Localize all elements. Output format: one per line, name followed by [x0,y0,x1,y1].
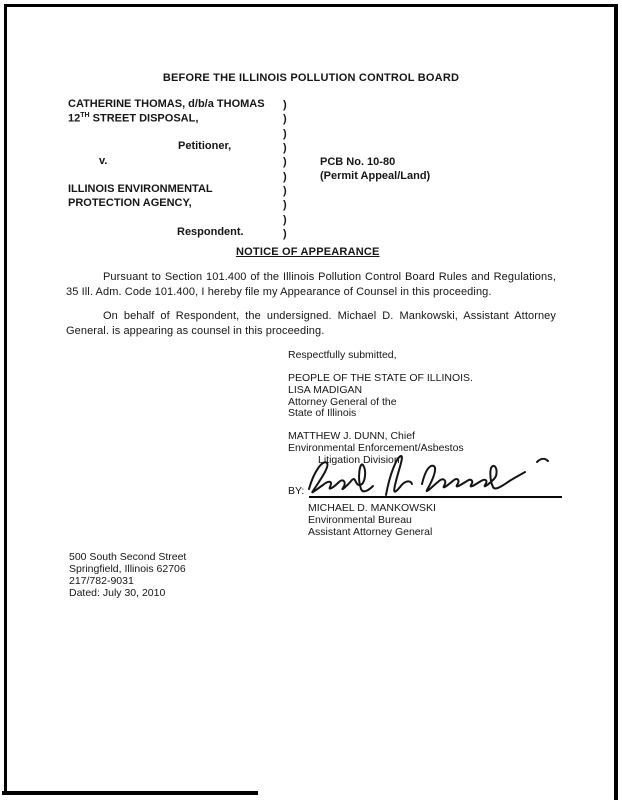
court-title: BEFORE THE ILLINOIS POLLUTION CONTROL BOARD [162,72,460,84]
respectfully-submitted-line: Respectfully submitted, [288,349,397,361]
handwritten-signature [304,453,562,497]
caption-paren: ) [283,127,287,140]
address-block [69,552,186,600]
caption-paren: ) [283,170,287,183]
case-number-block [320,155,430,184]
case-type: (Permit Appeal/Land) [320,170,431,183]
petitioner-name-line2 [68,112,198,125]
caption-paren: ) [283,99,287,111]
case-number: PCB No. 10-80 [320,156,396,168]
caption-parenthesis-column [283,98,287,241]
state-of-illinois-line: State of Illinois [288,407,357,420]
page-border-left [4,4,7,795]
petitioner-name-superscript: TH [80,112,90,119]
petitioner-name-line1: CATHERINE THOMAS, d/b/a THOMAS [68,98,265,110]
caption-paren: ) [283,213,287,226]
caption-paren: ) [283,185,287,198]
address-city-line: Springfield, Illinois 62706 [69,562,186,575]
petitioner-label: Petitioner, [178,140,232,152]
signer-title-line: Assistant Attorney General [308,525,433,538]
caption-paren: ) [283,228,287,241]
people-of-illinois-line: PEOPLE OF THE STATE OF ILLINOIS. [288,372,473,384]
caption-paren: ) [283,142,287,155]
enforcement-division-line: Environmental Enforcement/Asbestos [288,441,464,454]
signature-line [309,496,562,498]
caption-paren: ) [283,113,287,126]
petitioner-name-number: 12 [68,112,81,125]
respondent-label: Respondent. [177,226,244,238]
attorney-general-line: Attorney General of the [288,395,397,408]
attorney-general-block [288,373,473,420]
body-paragraph-2: On behalf of Respondent, the undersigned. Michael D. Mankowski, Assistant Attorney General. is appearing as counsel in this proceeding. [66,310,556,337]
matthew-dunn-line: MATTHEW J. DUNN, Chief [288,430,415,442]
signer-bureau-line: Environmental Bureau [308,513,412,526]
address-street-line: 500 South Second Street [69,551,187,563]
page-border-bottom [2,791,258,795]
by-label: BY: [288,485,305,497]
respondent-name-line1: ILLINOIS ENVIRONMENTAL [68,183,213,195]
body-paragraph-1: Pursuant to Section 101.400 of the Illinois Pollution Control Board Rules and Regulations, 35 Ill. Adm. Code 101.400, I hereby file my Appearance of Counsel in this proceeding. [66,271,556,298]
page-border-top [4,4,618,7]
petitioner-name-rest: STREET DISPOSAL, [89,112,199,125]
signer-name-line: MICHAEL D. MANKOWSKI [308,502,436,514]
lisa-madigan-line: LISA MADIGAN [288,383,363,396]
page-border-right [614,4,618,800]
dated-line: Dated: July 30, 2010 [69,586,166,599]
caption-paren: ) [283,156,287,169]
phone-line: 217/782-9031 [69,574,134,587]
versus-label: v. [99,155,108,167]
respondent-name-line2: PROTECTION AGENCY, [68,197,192,209]
litigation-division-line: Litigation Division [318,453,400,466]
signer-block [308,503,436,538]
document-heading: NOTICE OF APPEARANCE [236,246,380,258]
caption-paren: ) [283,199,287,212]
